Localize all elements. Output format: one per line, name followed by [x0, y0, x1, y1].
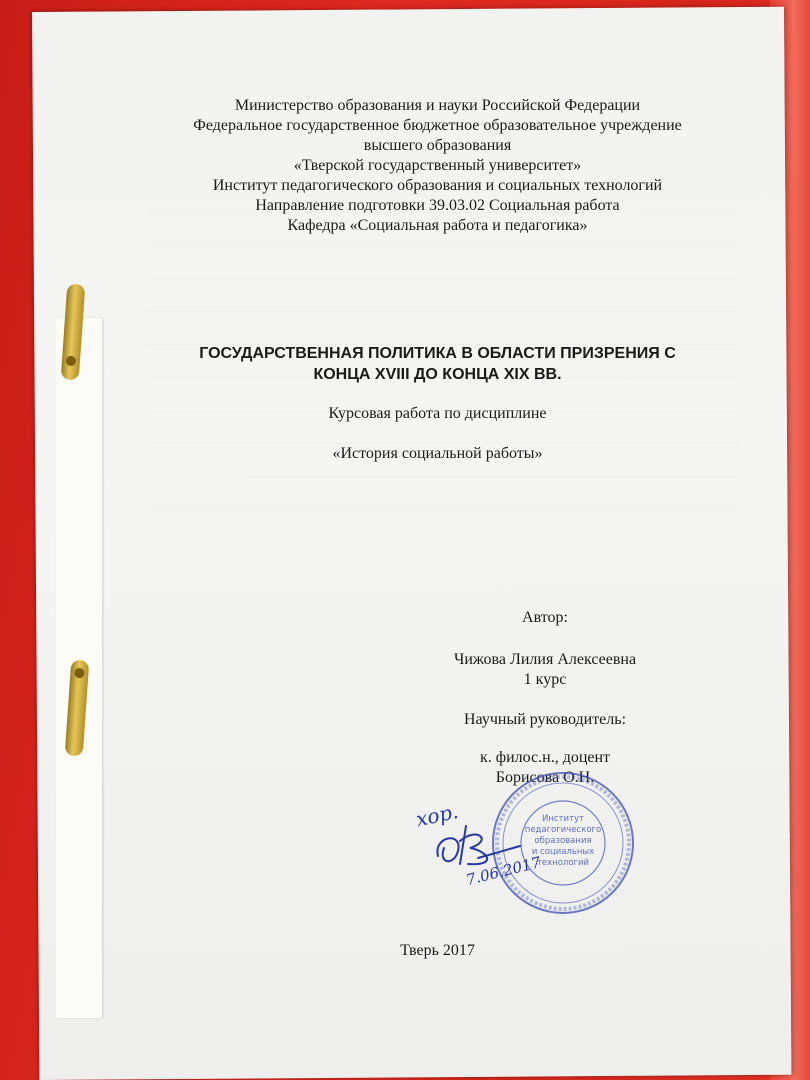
institution-header — [150, 96, 725, 236]
education-level-line: высшего образования — [363, 137, 512, 154]
grade-handwriting: хор. — [413, 799, 461, 832]
institute-line: Институт педагогического образования и социальных технологий — [212, 177, 663, 194]
city-year: Тверь 2017 — [400, 942, 475, 959]
signature-scribble — [437, 826, 520, 864]
ministry-line: Министерство образования и науки Российской Федерации — [234, 97, 641, 114]
date-handwriting: 7.06.2017 — [464, 853, 543, 890]
seal-line-1: Институт — [542, 814, 584, 824]
handwritten-grade-signature — [408, 796, 543, 890]
document-title — [150, 343, 725, 385]
course-label: Курсовая работа по дисциплине — [328, 405, 547, 422]
title-line-2: КОНЦА XVIII ДО КОНЦА XIX ВВ. — [313, 366, 562, 383]
author-year: 1 курс — [523, 671, 567, 688]
supervisor-degree: к. филос.н., доцент — [479, 749, 611, 766]
direction-line: Направление подготовки 39.03.02 Социальная работа — [255, 197, 620, 214]
seal-line-2: педагогического — [524, 825, 602, 835]
seal-line-3: образования — [534, 836, 592, 846]
institution-line: Федеральное государственное бюджетное образовательное учреждение — [193, 117, 682, 134]
supervisor-name: Борисова О.Н. — [495, 769, 595, 786]
author-label: Автор: — [522, 609, 568, 626]
supervisor-label: Научный руководитель: — [463, 711, 627, 728]
seal-line-5: технологий — [536, 858, 590, 868]
author-name: Чижова Лилия Алексеевна — [453, 651, 637, 668]
discipline-name: «История социальной работы» — [332, 445, 543, 462]
seal-line-4: и социальных — [531, 847, 595, 857]
university-line: «Тверской государственный университет» — [293, 157, 582, 174]
title-line-1: ГОСУДАРСТВЕННАЯ ПОЛИТИКА В ОБЛАСТИ ПРИЗРЕНИЯ С — [199, 345, 676, 362]
department-line: Кафедра «Социальная работа и педагогика» — [287, 217, 588, 234]
